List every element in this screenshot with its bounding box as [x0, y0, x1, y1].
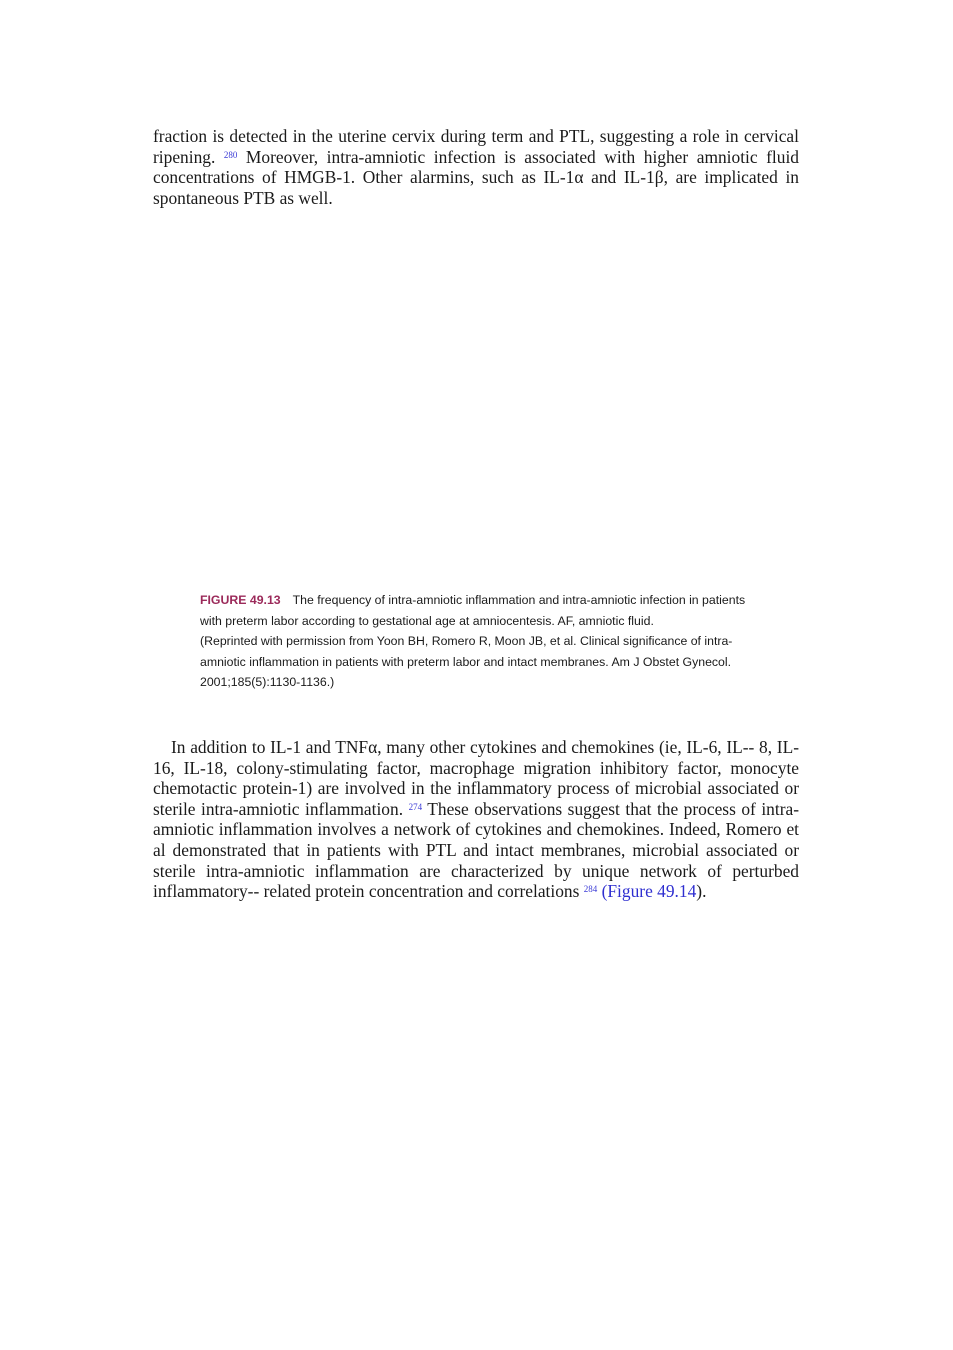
caption-description: The frequency of intra-amniotic inflammation and intra-amniotic infection in patients with preterm labor according to gestational age at amniocentesis. AF, amniotic fluid.	[200, 593, 746, 628]
paragraph-text: In addition to IL-1 and TNFα, many other cytokines and chemokines (ie, IL-6, IL-- 8, IL-16, IL-18, colony-stimulating factor, macrophage migration inhibitory factor, monocyte chemotactic protein-1) are involved in the inflammatory process of microbial associated or sterile intra-amniotic inflammation.	[153, 737, 799, 819]
figure-caption	[200, 590, 756, 693]
reference-superscript[interactable]: 274	[408, 801, 423, 812]
paragraph-text: ).	[696, 881, 707, 902]
paragraph-text: Moreover, intra-amniotic infection is associated with higher amniotic fluid concentrations of HMGB-1. Other alarmins, such as IL-1α and IL-1β, are implicated in spontaneous PTB as well.	[153, 146, 799, 208]
paragraph-text: These observations suggest that the process of intra-amniotic inflammation involves a network of cytokines and chemokines. Indeed, Romero et al demonstrated that in patients with PTL and intact membranes, microbial associated or sterile intra-amniotic inflammation are characterized by unique network of perturbed inflammatory-- related protein concentration and correlations	[153, 798, 799, 902]
caption-credit: (Reprinted with permission from Yoon BH, Romero R, Moon JB, et al. Clinical significance of intra-amniotic inflammation in patients with preterm labor and intact membranes. Am J Obstet Gynecol. 2001;185(5):1130-1136.)	[200, 634, 733, 690]
paragraph-text: fraction is detected in the uterine cervix during term and PTL, suggesting a role in cervical ripening.	[153, 126, 799, 167]
figure-label: FIGURE 49.13	[200, 593, 281, 607]
body-paragraph-2	[153, 737, 799, 902]
reference-superscript[interactable]: 280	[223, 149, 238, 160]
body-paragraph-1	[153, 126, 799, 208]
figure-link[interactable]: (Figure 49.14	[601, 881, 697, 902]
caption-text-block	[200, 590, 756, 631]
reference-superscript[interactable]: 284	[583, 884, 598, 895]
